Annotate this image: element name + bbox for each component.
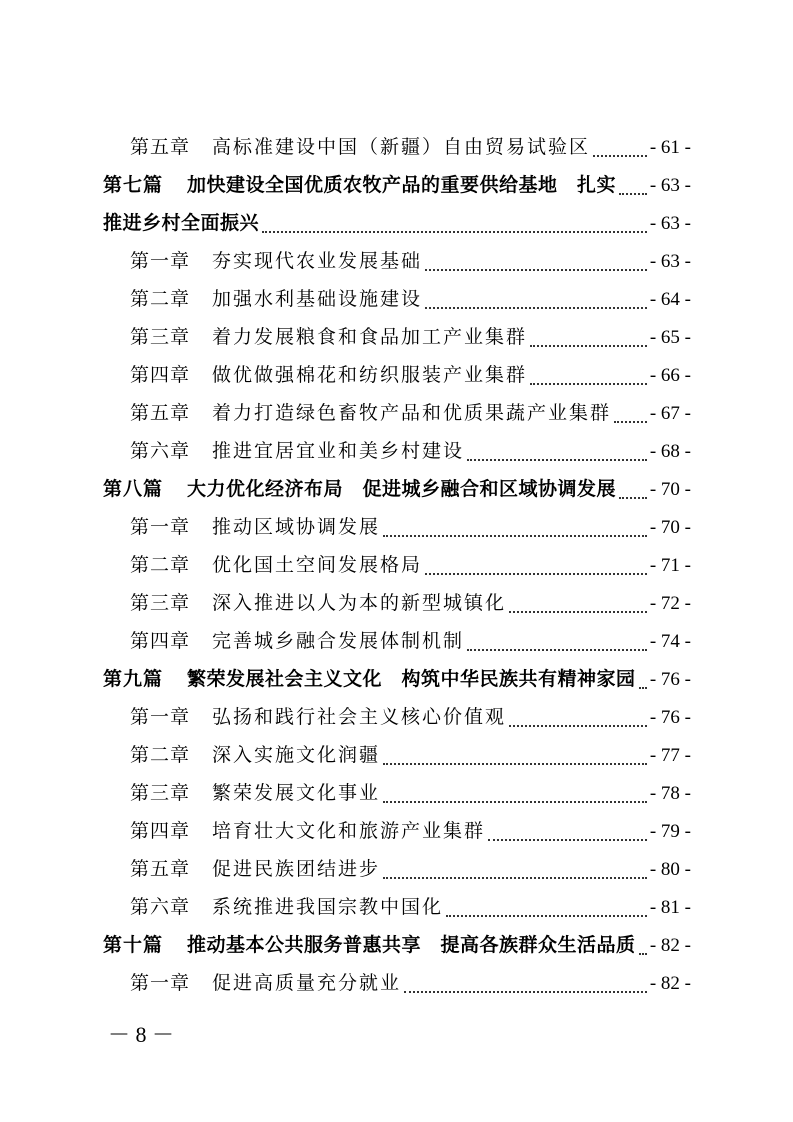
entry-page: - 70 - (649, 517, 691, 538)
entry-number: 第二章 (130, 744, 191, 766)
dot-leader (383, 876, 647, 879)
entry-page: - 81 - (649, 897, 691, 918)
part-number: 第八篇 (103, 478, 164, 500)
page-number: － 8 － (108, 1022, 175, 1047)
dot-leader (509, 724, 647, 727)
toc-entry[interactable] (130, 132, 691, 170)
dot-leader (619, 192, 647, 195)
part-number: 第七篇 (103, 174, 164, 196)
entry-page: - 63 - (649, 213, 691, 234)
toc-entry-part[interactable] (103, 930, 691, 968)
dot-leader (619, 496, 647, 499)
toc-entry[interactable] (130, 626, 691, 664)
entry-title: 深入实施文化润疆 (212, 744, 381, 766)
dot-leader (262, 230, 647, 233)
entry-page: - 80 - (649, 859, 691, 880)
entry-page: - 77 - (649, 745, 691, 766)
entry-page: - 63 - (649, 175, 691, 196)
entry-title: 夯实现代农业发展基础 (212, 250, 423, 272)
entry-number: 第五章 (130, 136, 191, 158)
toc-entry[interactable] (130, 550, 691, 588)
entry-page: - 64 - (649, 289, 691, 310)
entry-number: 第三章 (130, 326, 191, 348)
dot-leader (467, 458, 647, 461)
part-title: 繁荣发展社会主义文化 构筑中华民族共有精神家园 (187, 668, 636, 690)
entry-page: - 74 - (649, 631, 691, 652)
toc-entry[interactable] (130, 436, 691, 474)
entry-page: - 71 - (649, 555, 691, 576)
entry-title: 推动区域协调发展 (212, 516, 381, 538)
entry-page: - 78 - (649, 783, 691, 804)
entry-title: 促进高质量充分就业 (212, 972, 402, 994)
dot-leader (593, 154, 647, 157)
toc-entry[interactable] (130, 778, 691, 816)
entry-title: 系统推进我国宗教中国化 (212, 896, 444, 918)
toc-entry[interactable] (130, 246, 691, 284)
dot-leader (530, 344, 647, 347)
dot-leader (639, 952, 647, 955)
toc-entry-part[interactable] (103, 474, 691, 512)
entry-number: 第一章 (130, 706, 191, 728)
entry-title: 培育壮大文化和旅游产业集群 (212, 820, 486, 842)
entry-title: 弘扬和践行社会主义核心价值观 (212, 706, 507, 728)
entry-number: 第六章 (130, 896, 191, 918)
part-title: 大力优化经济布局 促进城乡融合和区域协调发展 (187, 478, 617, 500)
toc-entry-part[interactable] (103, 170, 691, 208)
part-number: 第十篇 (103, 934, 164, 956)
toc-entry-part-continued[interactable] (103, 208, 691, 246)
toc-entry[interactable] (130, 360, 691, 398)
dot-leader (614, 420, 647, 423)
dot-leader (488, 838, 647, 841)
dot-leader (425, 268, 647, 271)
entry-title: 做优做强棉花和纺织服装产业集群 (212, 364, 528, 386)
entry-page: - 67 - (649, 403, 691, 424)
entry-page: - 79 - (649, 821, 691, 842)
entry-number: 第一章 (130, 972, 191, 994)
dot-leader (446, 914, 647, 917)
entry-page: - 70 - (649, 479, 691, 500)
entry-number: 第二章 (130, 554, 191, 576)
entry-number: 第四章 (130, 364, 191, 386)
entry-title: 推进宜居宜业和美乡村建设 (212, 440, 465, 462)
entry-number: 第一章 (130, 516, 191, 538)
entry-title: 优化国土空间发展格局 (212, 554, 423, 576)
toc-entry[interactable] (130, 854, 691, 892)
entry-number: 第五章 (130, 858, 191, 880)
entry-title: 着力打造绿色畜牧产品和优质果蔬产业集群 (212, 402, 612, 424)
entry-title: 高标准建设中国（新疆）自由贸易试验区 (212, 136, 591, 158)
entry-number: 第四章 (130, 630, 191, 652)
entry-number: 第二章 (130, 288, 191, 310)
entry-page: - 65 - (649, 327, 691, 348)
dot-leader (404, 990, 647, 993)
toc-entry[interactable] (130, 284, 691, 322)
entry-number: 第一章 (130, 250, 191, 272)
toc-entry[interactable] (130, 588, 691, 626)
dot-leader (383, 534, 647, 537)
part-title: 加快建设全国优质农牧产品的重要供给基地 扎实 (187, 174, 617, 196)
entry-title: 深入推进以人为本的新型城镇化 (212, 592, 507, 614)
toc-entry[interactable] (130, 322, 691, 360)
entry-page: - 82 - (649, 935, 691, 956)
entry-number: 第三章 (130, 592, 191, 614)
toc-entry[interactable] (130, 968, 691, 1006)
toc-entry-part[interactable] (103, 664, 691, 702)
entry-page: - 82 - (649, 973, 691, 994)
entry-title: 繁荣发展文化事业 (212, 782, 381, 804)
part-title-continued: 推进乡村全面振兴 (103, 212, 260, 234)
toc-entry[interactable] (130, 512, 691, 550)
dot-leader (383, 800, 647, 803)
entry-page: - 66 - (649, 365, 691, 386)
entry-number: 第三章 (130, 782, 191, 804)
entry-title: 促进民族团结进步 (212, 858, 381, 880)
part-number: 第九篇 (103, 668, 164, 690)
entry-title: 完善城乡融合发展体制机制 (212, 630, 465, 652)
entry-title: 加强水利基础设施建设 (212, 288, 423, 310)
dot-leader (530, 382, 647, 385)
entry-number: 第四章 (130, 820, 191, 842)
toc-entry[interactable] (130, 892, 691, 930)
dot-leader (639, 686, 647, 689)
entry-page: - 76 - (649, 669, 691, 690)
entry-page: - 63 - (649, 251, 691, 272)
toc-entry[interactable] (130, 702, 691, 740)
entry-number: 第五章 (130, 402, 191, 424)
dot-leader (467, 648, 647, 651)
dot-leader (509, 610, 647, 613)
part-title: 推动基本公共服务普惠共享 提高各族群众生活品质 (187, 934, 636, 956)
entry-page: - 68 - (649, 441, 691, 462)
entry-page: - 72 - (649, 593, 691, 614)
toc-entry[interactable] (130, 398, 691, 436)
entry-title: 着力发展粮食和食品加工产业集群 (212, 326, 528, 348)
entry-page: - 76 - (649, 707, 691, 728)
dot-leader (383, 762, 647, 765)
toc-entry[interactable] (130, 740, 691, 778)
dot-leader (425, 306, 647, 309)
entry-page: - 61 - (649, 137, 691, 158)
dot-leader (425, 572, 647, 575)
entry-number: 第六章 (130, 440, 191, 462)
toc-entry[interactable] (130, 816, 691, 854)
